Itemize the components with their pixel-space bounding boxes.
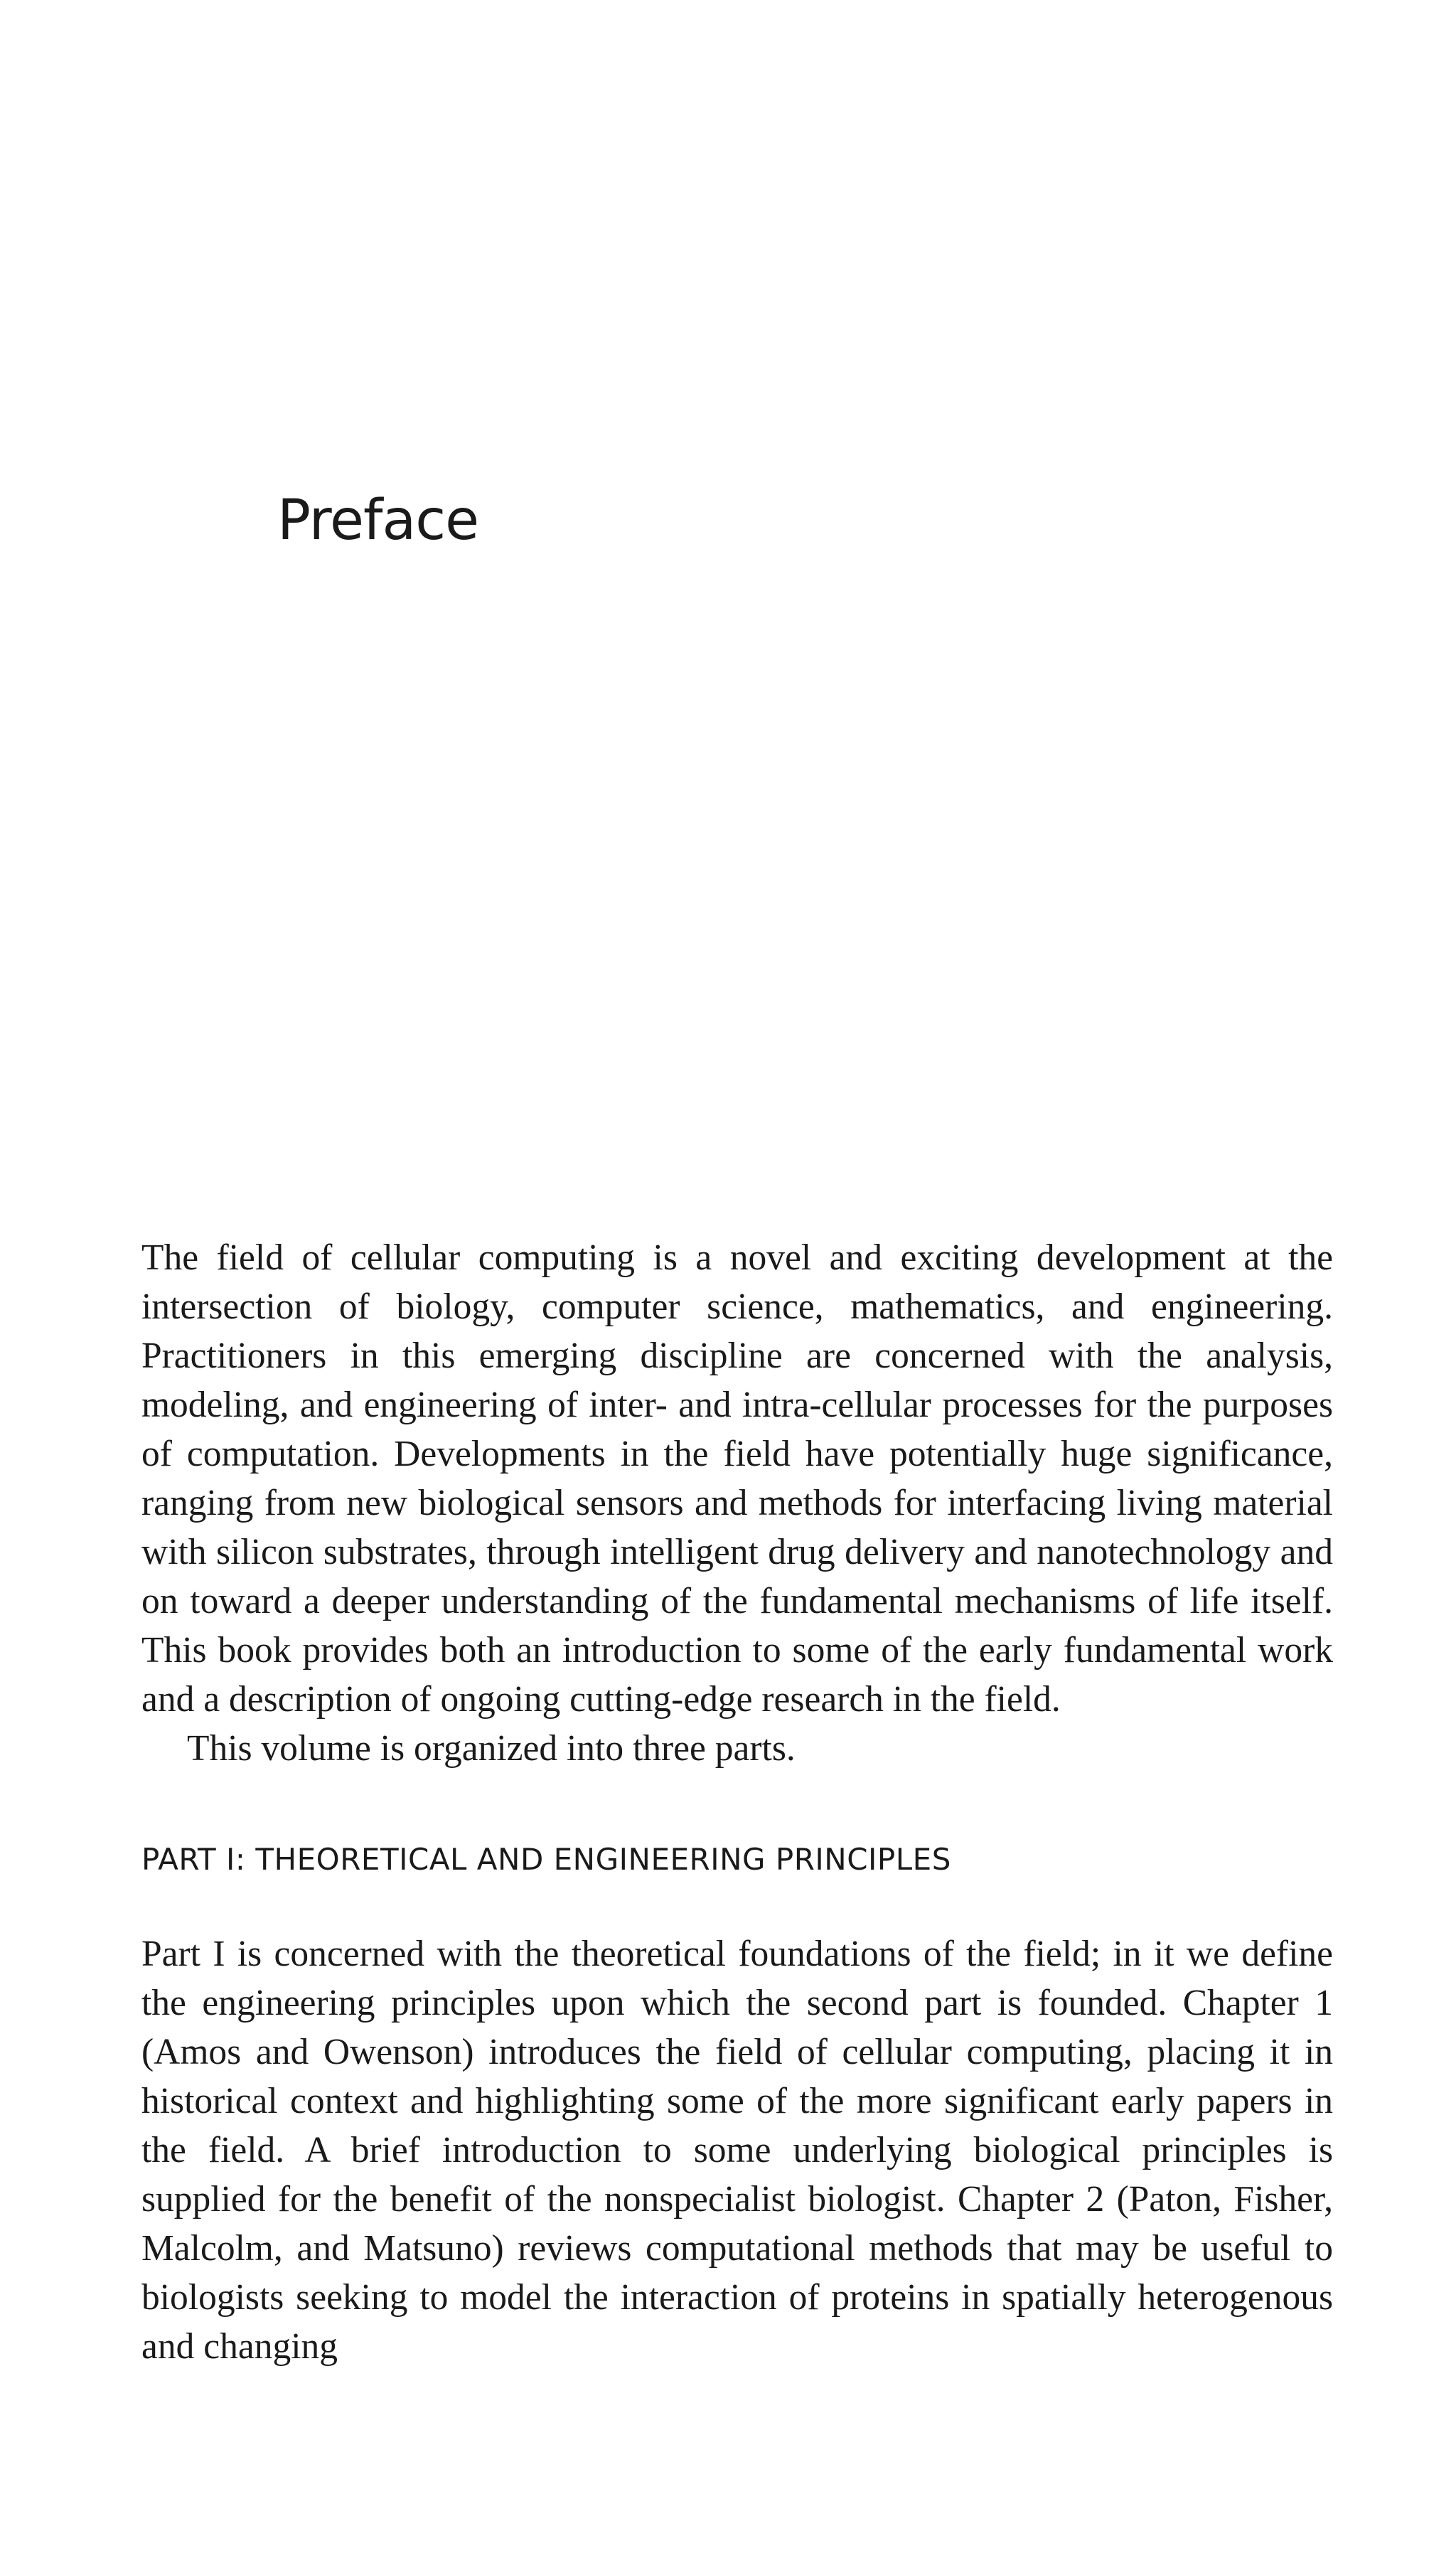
intro-section [141,1233,1333,1773]
intro-paragraph-organization: This volume is organized into three parts. [187,1728,796,1769]
intro-paragraph: The field of cellular computing is a novel and exciting development at the intersection of biology, computer science, mathematics, and engineering. Practitioners in this emerging discipline are concerned with the analysis, modeling, and engineering of inter- and intra-cellular processes for the purposes of computation. Developments in the field have potentially huge significance, ranging from new biological sensors and methods for interfacing living material with silicon substrates, through intelligent drug delivery and nanotechnology and on toward a deeper understanding of the fundamental mechanisms of life itself. This book provides both an introduction to some of the early fundamental work and a description of ongoing cutting-edge research in the field. [141,1237,1333,1720]
chapter-title: Preface [277,489,479,553]
section-heading-part-1: PART I: THEORETICAL AND ENGINEERING PRINCIPLES [141,1842,951,1877]
part-1-paragraph: Part I is concerned with the theoretical foundations of the field; in it we define the engineering principles upon which the second part is founded. Chapter 1 (Amos and Owenson) introduces the field of cellular computing, placing it in historical context and highlighting some of the more significant early papers in the field. A brief introduction to some underlying biological principles is supplied for the benefit of the nonspecialist biologist. Chapter 2 (Paton, Fisher, Malcolm, and Matsuno) reviews computational methods that may be useful to biologists seeking to model the interaction of proteins in spatially heterogenous and changing [141,1934,1333,2367]
part-1-section [141,1929,1333,2371]
